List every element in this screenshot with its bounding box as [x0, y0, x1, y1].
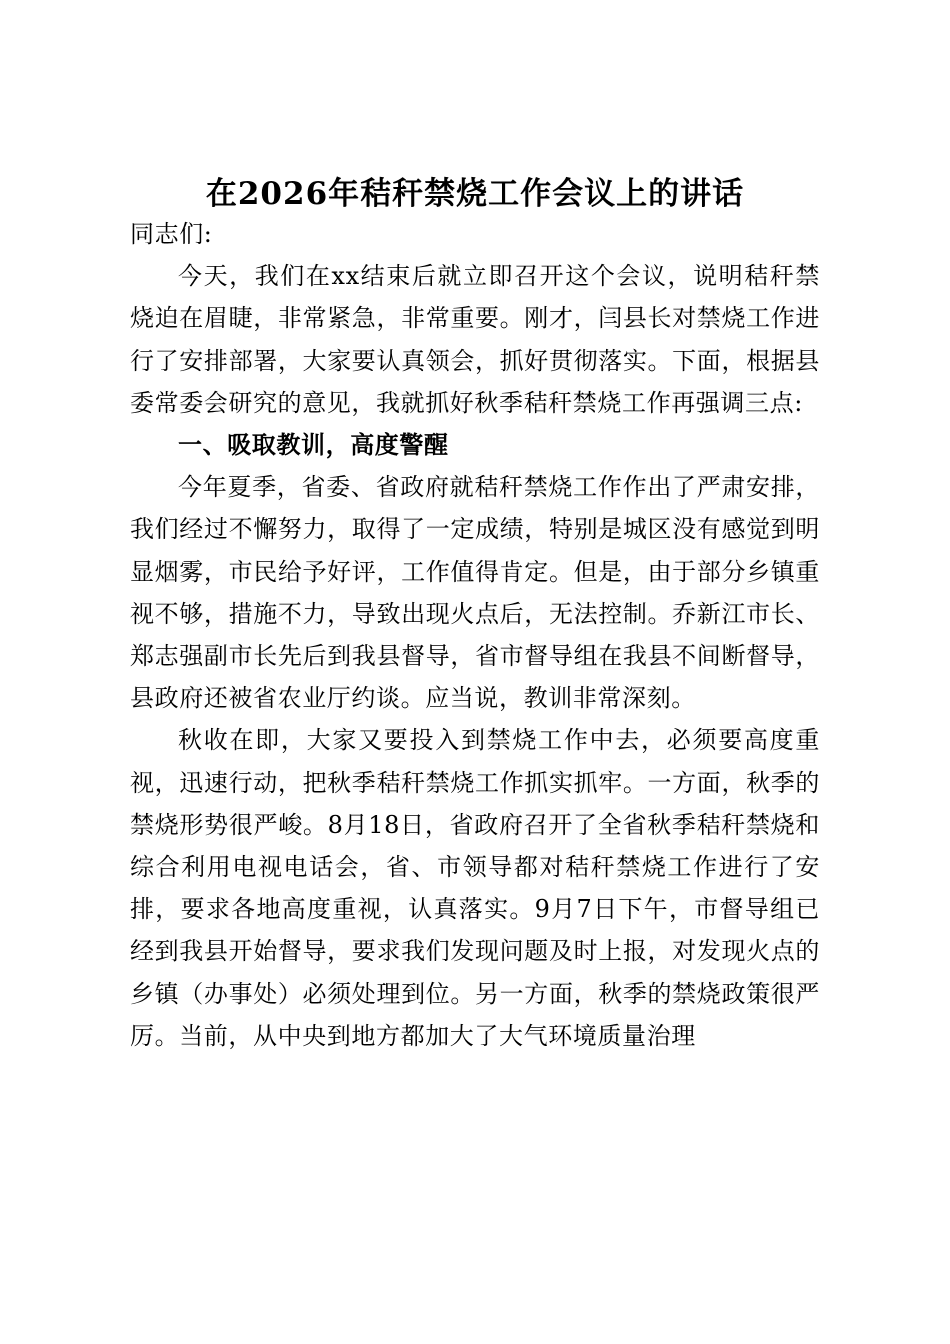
document-title: 在2026年秸秆禁烧工作会议上的讲话: [205, 176, 745, 212]
paragraph-lessons: 今年夏季，省委、省政府就秸秆禁烧工作作出了严肃安排，我们经过不懈努力，取得了一定成绩，特别是城区没有感觉到明显烟雾，市民给予好评，工作值得肯定。但是，由于部分乡镇重视不够，措施不力，导致出现火点后，无法控制。乔新江市长、郑志强副市长先后到我县督导，省市督导组在我县不间断督导，县政府还被省农业厅约谈。应当说，教训非常深刻。: [130, 473, 820, 713]
salutation: 同志们:: [130, 220, 213, 248]
paragraph-autumn: 秋收在即，大家又要投入到禁烧工作中去，必须要高度重视，迅速行动，把秋季秸秆禁烧工作抓实抓牢。一方面，秋季的禁烧形势很严峻。8月18日，省政府召开了全省秋季秸秆禁烧和综合利用电视电话会，省、市领导都对秸秆禁烧工作进行了安排，要求各地高度重视，认真落实。9月7日下午，市督导组已经到我县开始督导，要求我们发现问题及时上报，对发现火点的乡镇（办事处）必须处理到位。另一方面，秋季的禁烧政策很严厉。当前，从中央到地方都加大了大气环境质量治理: [130, 726, 820, 1050]
paragraph-intro: 今天，我们在xx结束后就立即召开这个会议，说明秸秆禁烧迫在眉睫，非常紧急，非常重要。刚才，闫县长对禁烧工作进行了安排部署，大家要认真领会，抓好贯彻落实。下面，根据县委常委会研究的意见，我就抓好秋季秸秆禁烧工作再强调三点:: [130, 262, 820, 417]
document-body: [130, 213, 820, 1057]
section-heading: 一、吸取教训，高度警醒: [178, 430, 449, 460]
